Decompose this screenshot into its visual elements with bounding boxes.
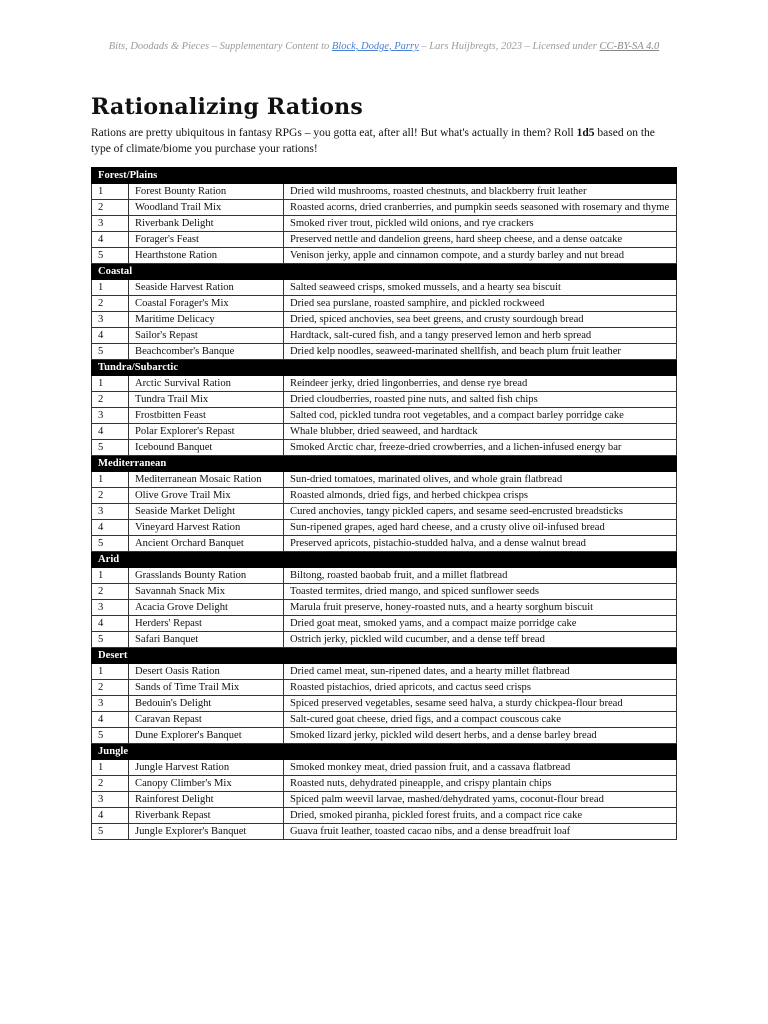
table-row bbox=[92, 488, 677, 504]
table-row bbox=[92, 200, 677, 216]
table-row bbox=[92, 696, 677, 712]
ration-description-cell: Smoked Arctic char, freeze-dried crowberries, and a lichen-infused energy bar bbox=[284, 440, 677, 456]
table-row bbox=[92, 328, 677, 344]
ration-name-cell: Dune Explorer's Banquet bbox=[129, 728, 284, 744]
ration-name-cell: Icebound Banquet bbox=[129, 440, 284, 456]
ration-description-cell: Guava fruit leather, toasted cacao nibs, and a dense breadfruit loaf bbox=[284, 824, 677, 840]
ration-description-cell: Salted cod, pickled tundra root vegetables, and a compact barley porridge cake bbox=[284, 408, 677, 424]
roll-cell: 1 bbox=[92, 376, 129, 392]
table-row bbox=[92, 808, 677, 824]
ration-name-cell: Frostbitten Feast bbox=[129, 408, 284, 424]
section-header-row bbox=[92, 168, 677, 184]
ration-description-cell: Preserved apricots, pistachio-studded halva, and a dense walnut bread bbox=[284, 536, 677, 552]
table-row bbox=[92, 616, 677, 632]
ration-description-cell: Venison jerky, apple and cinnamon compote, and a sturdy barley and nut bread bbox=[284, 248, 677, 264]
ration-name-cell: Seaside Market Delight bbox=[129, 504, 284, 520]
table-row bbox=[92, 728, 677, 744]
roll-cell: 3 bbox=[92, 408, 129, 424]
table-row bbox=[92, 536, 677, 552]
roll-cell: 2 bbox=[92, 392, 129, 408]
table-row bbox=[92, 504, 677, 520]
roll-cell: 4 bbox=[92, 328, 129, 344]
table-row bbox=[92, 792, 677, 808]
roll-cell: 4 bbox=[92, 424, 129, 440]
table-row bbox=[92, 216, 677, 232]
ration-name-cell: Vineyard Harvest Ration bbox=[129, 520, 284, 536]
ration-description-cell: Marula fruit preserve, honey-roasted nuts, and a hearty sorghum biscuit bbox=[284, 600, 677, 616]
ration-description-cell: Roasted nuts, dehydrated pineapple, and crispy plantain chips bbox=[284, 776, 677, 792]
table-row bbox=[92, 664, 677, 680]
roll-cell: 1 bbox=[92, 184, 129, 200]
roll-cell: 5 bbox=[92, 632, 129, 648]
roll-cell: 2 bbox=[92, 488, 129, 504]
ration-name-cell: Riverbank Delight bbox=[129, 216, 284, 232]
ration-name-cell: Forager's Feast bbox=[129, 232, 284, 248]
ration-description-cell: Reindeer jerky, dried lingonberries, and dense rye bread bbox=[284, 376, 677, 392]
section-header-row bbox=[92, 552, 677, 568]
ration-name-cell: Woodland Trail Mix bbox=[129, 200, 284, 216]
ration-name-cell: Forest Bounty Ration bbox=[129, 184, 284, 200]
table-row bbox=[92, 760, 677, 776]
section-header-row bbox=[92, 264, 677, 280]
ration-description-cell: Hardtack, salt-cured fish, and a tangy preserved lemon and herb spread bbox=[284, 328, 677, 344]
roll-cell: 1 bbox=[92, 760, 129, 776]
header-link[interactable]: Block, Dodge, Parry bbox=[331, 41, 419, 52]
ration-description-cell: Biltong, roasted baobab fruit, and a millet flatbread bbox=[284, 568, 677, 584]
ration-description-cell: Toasted termites, dried mango, and spiced sunflower seeds bbox=[284, 584, 677, 600]
ration-description-cell: Salt-cured goat cheese, dried figs, and a compact couscous cake bbox=[284, 712, 677, 728]
roll-cell: 5 bbox=[92, 440, 129, 456]
section-title: Mediterranean bbox=[92, 456, 677, 472]
section-title: Desert bbox=[92, 648, 677, 664]
ration-name-cell: Bedouin's Delight bbox=[129, 696, 284, 712]
ration-description-cell: Ostrich jerky, pickled wild cucumber, and a dense teff bread bbox=[284, 632, 677, 648]
ration-description-cell: Dried, spiced anchovies, sea beet greens, and crusty sourdough bread bbox=[284, 312, 677, 328]
roll-cell: 5 bbox=[92, 344, 129, 360]
table-row bbox=[92, 568, 677, 584]
header-middle: – Lars Huijbregts, 2023 – Licensed under bbox=[418, 41, 600, 52]
ration-name-cell: Arctic Survival Ration bbox=[129, 376, 284, 392]
roll-cell: 3 bbox=[92, 600, 129, 616]
roll-cell: 3 bbox=[92, 216, 129, 232]
table-row bbox=[92, 296, 677, 312]
roll-cell: 5 bbox=[92, 824, 129, 840]
roll-cell: 3 bbox=[92, 312, 129, 328]
ration-name-cell: Savannah Snack Mix bbox=[129, 584, 284, 600]
header-prefix: Bits, Doodads & Pieces – Supplementary Content to bbox=[108, 41, 332, 52]
ration-name-cell: Jungle Explorer's Banquet bbox=[129, 824, 284, 840]
intro-text-before: Rations are pretty ubiquitous in fantasy RPGs – you gotta eat, after all! But what's actually in them? Roll bbox=[91, 127, 577, 139]
ration-name-cell: Sands of Time Trail Mix bbox=[129, 680, 284, 696]
roll-cell: 1 bbox=[92, 472, 129, 488]
section-title: Arid bbox=[92, 552, 677, 568]
ration-description-cell: Smoked river trout, pickled wild onions, and rye crackers bbox=[284, 216, 677, 232]
roll-cell: 3 bbox=[92, 792, 129, 808]
ration-name-cell: Mediterranean Mosaic Ration bbox=[129, 472, 284, 488]
ration-name-cell: Coastal Forager's Mix bbox=[129, 296, 284, 312]
ration-description-cell: Dried goat meat, smoked yams, and a compact maize porridge cake bbox=[284, 616, 677, 632]
roll-cell: 2 bbox=[92, 296, 129, 312]
roll-cell: 4 bbox=[92, 808, 129, 824]
ration-description-cell: Roasted acorns, dried cranberries, and pumpkin seeds seasoned with rosemary and thyme bbox=[284, 200, 677, 216]
roll-cell: 4 bbox=[92, 616, 129, 632]
ration-name-cell: Acacia Grove Delight bbox=[129, 600, 284, 616]
roll-cell: 1 bbox=[92, 664, 129, 680]
ration-name-cell: Grasslands Bounty Ration bbox=[129, 568, 284, 584]
ration-description-cell: Roasted almonds, dried figs, and herbed chickpea crisps bbox=[284, 488, 677, 504]
table-row bbox=[92, 712, 677, 728]
ration-description-cell: Roasted pistachios, dried apricots, and cactus seed crisps bbox=[284, 680, 677, 696]
ration-description-cell: Salted seaweed crisps, smoked mussels, and a hearty sea biscuit bbox=[284, 280, 677, 296]
page-header bbox=[0, 41, 768, 52]
ration-name-cell: Olive Grove Trail Mix bbox=[129, 488, 284, 504]
table-row bbox=[92, 312, 677, 328]
ration-name-cell: Polar Explorer's Repast bbox=[129, 424, 284, 440]
roll-cell: 4 bbox=[92, 712, 129, 728]
ration-name-cell: Sailor's Repast bbox=[129, 328, 284, 344]
ration-name-cell: Desert Oasis Ration bbox=[129, 664, 284, 680]
section-title: Tundra/Subarctic bbox=[92, 360, 677, 376]
intro-dice: 1d5 bbox=[576, 127, 595, 139]
ration-description-cell: Sun-dried tomatoes, marinated olives, and whole grain flatbread bbox=[284, 472, 677, 488]
ration-name-cell: Ancient Orchard Banquet bbox=[129, 536, 284, 552]
ration-name-cell: Herders' Repast bbox=[129, 616, 284, 632]
roll-cell: 2 bbox=[92, 200, 129, 216]
roll-cell: 1 bbox=[92, 280, 129, 296]
roll-cell: 4 bbox=[92, 520, 129, 536]
section-title: Forest/Plains bbox=[92, 168, 677, 184]
rations-table bbox=[91, 167, 677, 840]
ration-name-cell: Seaside Harvest Ration bbox=[129, 280, 284, 296]
intro-paragraph bbox=[91, 126, 676, 157]
section-title: Coastal bbox=[92, 264, 677, 280]
ration-description-cell: Spiced preserved vegetables, sesame seed halva, a sturdy chickpea-flour bread bbox=[284, 696, 677, 712]
table-row bbox=[92, 408, 677, 424]
table-row bbox=[92, 824, 677, 840]
table-row bbox=[92, 184, 677, 200]
table-row bbox=[92, 600, 677, 616]
ration-name-cell: Safari Banquet bbox=[129, 632, 284, 648]
intro-text-after: based on the type of climate/biome you purchase your rations! bbox=[91, 127, 655, 155]
ration-name-cell: Canopy Climber's Mix bbox=[129, 776, 284, 792]
ration-description-cell: Dried cloudberries, roasted pine nuts, and salted fish chips bbox=[284, 392, 677, 408]
ration-name-cell: Caravan Repast bbox=[129, 712, 284, 728]
ration-description-cell: Smoked monkey meat, dried passion fruit, and a cassava flatbread bbox=[284, 760, 677, 776]
ration-name-cell: Maritime Delicacy bbox=[129, 312, 284, 328]
ration-description-cell: Sun-ripened grapes, aged hard cheese, and a crusty olive oil-infused bread bbox=[284, 520, 677, 536]
table-row bbox=[92, 376, 677, 392]
table-row bbox=[92, 584, 677, 600]
page-title: Rationalizing Rations bbox=[91, 94, 363, 120]
table-row bbox=[92, 680, 677, 696]
ration-name-cell: Tundra Trail Mix bbox=[129, 392, 284, 408]
ration-name-cell: Beachcomber's Banque bbox=[129, 344, 284, 360]
table-row bbox=[92, 280, 677, 296]
roll-cell: 5 bbox=[92, 728, 129, 744]
ration-description-cell: Dried wild mushrooms, roasted chestnuts, and blackberry fruit leather bbox=[284, 184, 677, 200]
ration-description-cell: Spiced palm weevil larvae, mashed/dehydrated yams, coconut-flour bread bbox=[284, 792, 677, 808]
ration-description-cell: Preserved nettle and dandelion greens, hard sheep cheese, and a dense oatcake bbox=[284, 232, 677, 248]
ration-name-cell: Jungle Harvest Ration bbox=[129, 760, 284, 776]
license-link[interactable]: CC-BY-SA 4.0 bbox=[599, 41, 660, 52]
table-row bbox=[92, 520, 677, 536]
table-row bbox=[92, 632, 677, 648]
table-row bbox=[92, 776, 677, 792]
roll-cell: 1 bbox=[92, 568, 129, 584]
roll-cell: 3 bbox=[92, 504, 129, 520]
table-row bbox=[92, 232, 677, 248]
table-row bbox=[92, 472, 677, 488]
ration-description-cell: Smoked lizard jerky, pickled wild desert herbs, and a dense barley bread bbox=[284, 728, 677, 744]
ration-description-cell: Dried, smoked piranha, pickled forest fruits, and a compact rice cake bbox=[284, 808, 677, 824]
table-row bbox=[92, 392, 677, 408]
ration-description-cell: Dried sea purslane, roasted samphire, and pickled rockweed bbox=[284, 296, 677, 312]
ration-description-cell: Dried kelp noodles, seaweed-marinated shellfish, and beach plum fruit leather bbox=[284, 344, 677, 360]
ration-name-cell: Rainforest Delight bbox=[129, 792, 284, 808]
rations-table-body bbox=[92, 168, 677, 840]
ration-description-cell: Dried camel meat, sun-ripened dates, and a hearty millet flatbread bbox=[284, 664, 677, 680]
roll-cell: 5 bbox=[92, 536, 129, 552]
roll-cell: 5 bbox=[92, 248, 129, 264]
section-title: Jungle bbox=[92, 744, 677, 760]
roll-cell: 2 bbox=[92, 776, 129, 792]
ration-description-cell: Cured anchovies, tangy pickled capers, and sesame seed-encrusted breadsticks bbox=[284, 504, 677, 520]
table-row bbox=[92, 344, 677, 360]
roll-cell: 3 bbox=[92, 696, 129, 712]
roll-cell: 4 bbox=[92, 232, 129, 248]
section-header-row bbox=[92, 744, 677, 760]
section-header-row bbox=[92, 648, 677, 664]
table-row bbox=[92, 424, 677, 440]
roll-cell: 2 bbox=[92, 680, 129, 696]
ration-name-cell: Riverbank Repast bbox=[129, 808, 284, 824]
section-header-row bbox=[92, 360, 677, 376]
section-header-row bbox=[92, 456, 677, 472]
ration-description-cell: Whale blubber, dried seaweed, and hardtack bbox=[284, 424, 677, 440]
roll-cell: 2 bbox=[92, 584, 129, 600]
table-row bbox=[92, 248, 677, 264]
ration-name-cell: Hearthstone Ration bbox=[129, 248, 284, 264]
table-row bbox=[92, 440, 677, 456]
